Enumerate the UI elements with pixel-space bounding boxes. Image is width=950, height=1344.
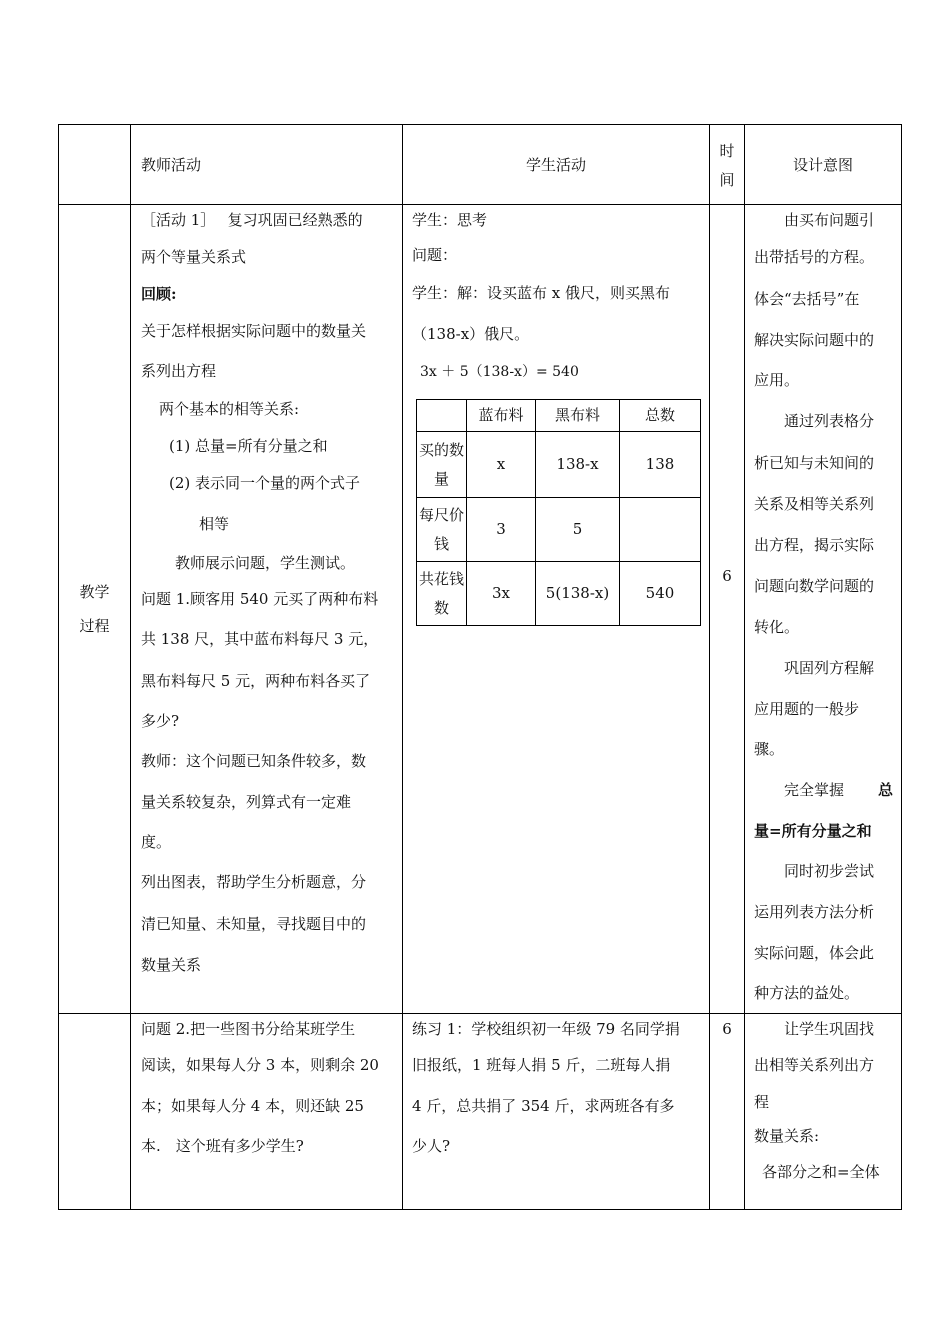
section2-row	[59, 1014, 902, 1210]
intent-line: 各部分之和=全体	[762, 1163, 880, 1181]
student-equation: 3x ＋ 5（138-x）= 540	[420, 364, 579, 380]
intent-line: 让学生巩固找	[784, 1020, 875, 1038]
section1-intent	[745, 205, 902, 1014]
section2-time	[710, 1014, 745, 1210]
exercise-line-2: 旧报纸，1 班每人捐 5 斤，二班每人捐	[412, 1056, 671, 1074]
problem2-line-4: 本. 这个班有多少学生?	[141, 1137, 304, 1155]
section1-label-2: 过程	[79, 617, 110, 635]
student-solution-2: （138-x）俄尺。	[412, 325, 530, 343]
intent-line: 数量关系:	[754, 1127, 820, 1145]
problem1-line-2: 共 138 尺，其中蓝布料每尺 3 元，	[141, 630, 379, 648]
student-think: 学生：思考	[412, 211, 488, 229]
table-cell: 共花钱数	[417, 562, 467, 626]
fabric-table-header	[417, 400, 701, 432]
problem1-line-1: 问题 1.顾客用 540 元买了两种布料	[141, 590, 379, 608]
problem2-line-3: 本；如果每人分 4 本，则还缺 25	[141, 1097, 364, 1115]
problem1-line-3: 黑布料每尺 5 元，两种布料各买了	[141, 672, 371, 690]
list-line-2: 清已知量、未知量，寻找题目中的	[141, 915, 367, 933]
intent-line: 体会“去括号”在	[754, 290, 860, 308]
about-line-2: 系列出方程	[141, 362, 217, 380]
intent-line	[754, 769, 893, 811]
relation-1: (1) 总量=所有分量之和	[169, 437, 328, 455]
list-line-3: 数量关系	[141, 956, 202, 974]
review-heading: 回顾:	[141, 285, 177, 303]
section1-row	[59, 205, 902, 1014]
intent-line: 关系及相等关系列	[754, 495, 875, 513]
intent-line: 巩固列方程解	[784, 659, 875, 677]
lesson-plan-table	[58, 124, 902, 1210]
teacher-note-3: 度。	[141, 833, 172, 851]
activity-line-1: ［活动 1］ 复习巩固已经熟悉的	[141, 211, 363, 229]
header-intent: 设计意图	[745, 125, 902, 205]
fabric-header-cell: 总数	[620, 400, 701, 432]
section2-teacher	[131, 1014, 403, 1210]
table-cell	[620, 498, 701, 562]
section1-label-1: 教学	[79, 583, 110, 601]
header-teacher: 教师活动	[131, 125, 403, 205]
header-time	[710, 125, 745, 205]
table-cell: x	[466, 432, 535, 498]
show-problem: 教师展示问题，学生测试。	[175, 554, 356, 572]
table-cell: 5(138-x)	[536, 562, 620, 626]
intent-line: 种方法的益处。	[754, 984, 860, 1002]
teacher-note-1: 教师：这个问题已知条件较多，数	[141, 752, 367, 770]
student-question: 问题：	[412, 246, 458, 264]
exercise-line-3: 4 斤，总共捐了 354 斤，求两班各有多	[412, 1097, 675, 1115]
intent-line: 应用。	[754, 371, 800, 389]
section1-time	[710, 205, 745, 1014]
header-blank-cell	[59, 125, 131, 205]
intent-total-start: 总	[877, 781, 893, 799]
table-cell: 138-x	[536, 432, 620, 498]
student-solution-1: 学生：解：设买蓝布 x 俄尺，则买黑布	[412, 284, 670, 302]
intent-line: 运用列表方法分析	[754, 903, 875, 921]
section1-teacher	[131, 205, 403, 1014]
intent-line: 应用题的一般步	[754, 700, 860, 718]
intent-line: 出带括号的方程。	[754, 248, 875, 266]
fabric-header-cell: 黑布料	[536, 400, 620, 432]
table-row	[417, 432, 701, 498]
table-cell: 540	[620, 562, 701, 626]
intent-line: 出方程，揭示实际	[754, 536, 875, 554]
header-student: 学生活动	[403, 125, 710, 205]
section2-intent	[745, 1014, 902, 1210]
section2-label	[59, 1014, 131, 1210]
intent-line: 出相等关系列出方	[754, 1056, 875, 1074]
section1-time-value: 6	[722, 567, 732, 585]
basic-relations: 两个基本的相等关系:	[159, 400, 300, 418]
section1-label	[59, 205, 131, 1014]
fabric-header-cell	[417, 400, 467, 432]
table-row	[417, 498, 701, 562]
intent-total-rule: 量=所有分量之和	[754, 822, 872, 840]
teacher-note-2: 量关系较复杂，列算式有一定难	[141, 793, 352, 811]
intent-line: 解决实际问题中的	[754, 331, 875, 349]
header-time-1: 时	[719, 141, 735, 160]
table-cell: 买的数量	[417, 432, 467, 498]
problem2-line-1: 问题 2.把一些图书分给某班学生	[141, 1020, 356, 1038]
exercise-line-4: 少人?	[412, 1137, 451, 1155]
section1-student	[403, 205, 710, 1014]
activity-line-2: 两个等量关系式	[141, 248, 247, 266]
relation-2a: (2) 表示同一个量的两个式子	[169, 474, 361, 492]
problem2-line-2: 阅读，如果每人分 3 本，则剩余 20	[141, 1056, 379, 1074]
table-row	[417, 562, 701, 626]
intent-line: 由买布问题引	[784, 211, 875, 229]
intent-line: 通过列表格分	[784, 412, 875, 430]
intent-line: 转化。	[754, 618, 800, 636]
fabric-header-cell: 蓝布料	[466, 400, 535, 432]
header-row	[59, 125, 902, 205]
table-cell: 每尺价钱	[417, 498, 467, 562]
section2-student	[403, 1014, 710, 1210]
table-cell: 138	[620, 432, 701, 498]
intent-line: 实际问题，体会此	[754, 944, 875, 962]
table-cell: 5	[536, 498, 620, 562]
relation-2b: 相等	[199, 515, 230, 533]
section2-time-value: 6	[722, 1020, 732, 1038]
intent-line: 析已知与未知间的	[754, 454, 875, 472]
intent-line: 问题向数学问题的	[754, 577, 875, 595]
intent-line: 程	[754, 1093, 770, 1111]
intent-mastery: 完全掌握	[784, 781, 845, 799]
intent-line: 骤。	[754, 740, 785, 758]
fabric-table	[416, 399, 701, 626]
about-line-1: 关于怎样根据实际问题中的数量关	[141, 322, 367, 340]
list-line-1: 列出图表，帮助学生分析题意，分	[141, 873, 367, 891]
problem1-line-4: 多少?	[141, 712, 180, 730]
table-cell: 3x	[466, 562, 535, 626]
intent-line: 同时初步尝试	[784, 862, 875, 880]
exercise-line-1: 练习 1：学校组织初一年级 79 名同学捐	[412, 1020, 680, 1038]
header-time-2: 间	[719, 170, 735, 189]
table-cell: 3	[466, 498, 535, 562]
